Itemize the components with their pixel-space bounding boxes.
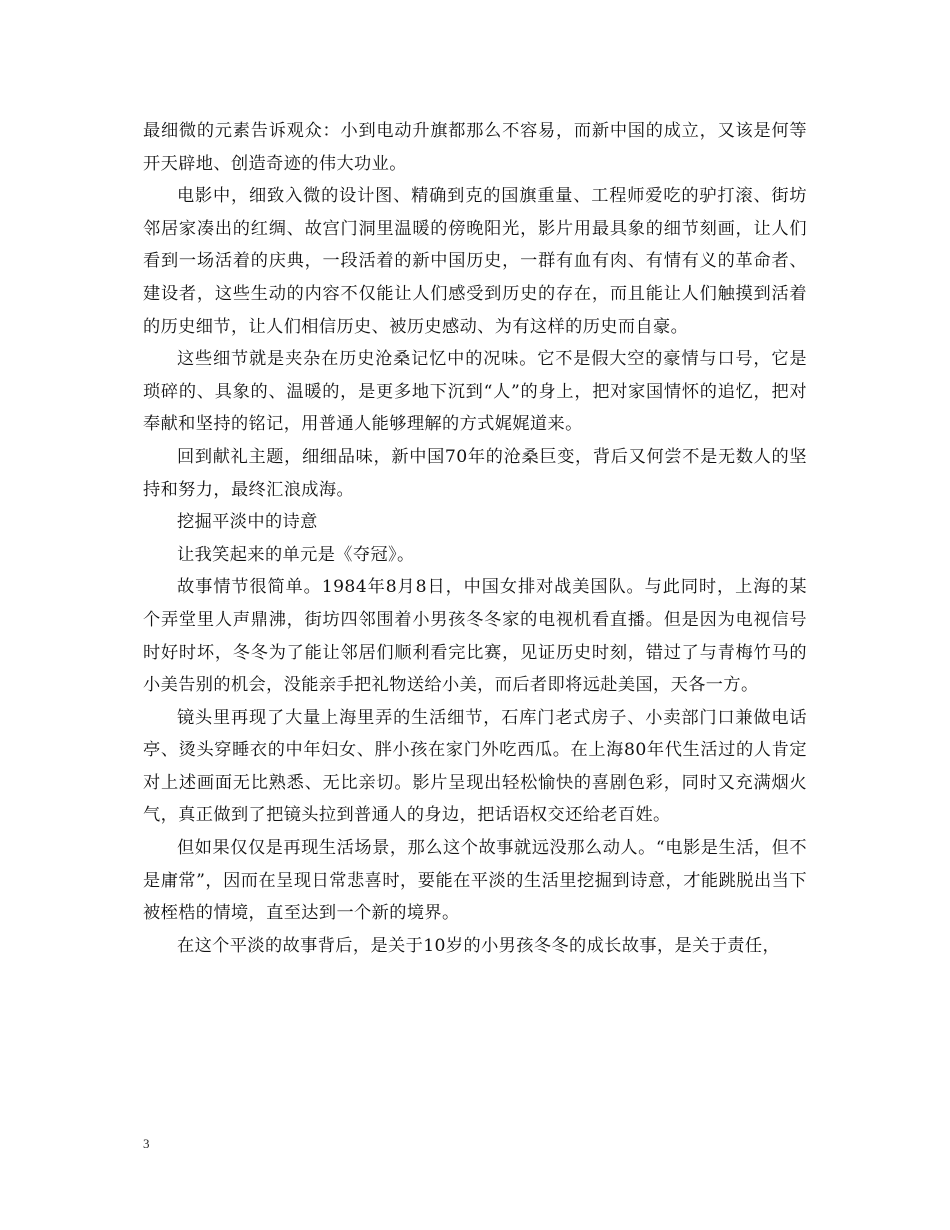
paragraph: 镜头里再现了大量上海里弄的生活细节，石库门老式房子、小卖部门口兼做电话亭、烫头穿睡衣的中年妇女、胖小孩在家门外吃西瓜。在上海80年代生活过的人肯定对上述画面无比熟悉、无比亲切。影片呈现出轻松愉快的喜剧色彩，同时又充满烟火气，真正做到了把镜头拉到普通人的身边，把话语权交还给老百姓。 [143,707,807,826]
paragraph: 挖掘平淡中的诗意 [177,512,318,533]
paragraph: 但如果仅仅是再现生活场景，那么这个故事就远没那么动人。“电影是生活，但不是庸常”，因而在呈现日常悲喜时，要能在平淡的生活里挖掘到诗意，才能跳脱出当下被桎梏的情境，直至达到一个新的境界。 [143,838,807,924]
paragraph: 最细微的元素告诉观众：小到电动升旗都那么不容易，而新中国的成立，又该是何等开天辟地、创造奇迹的伟大功业。 [143,121,807,174]
paragraph: 回到献礼主题，细细品味，新中国70年的沧桑巨变，背后又何尝不是无数人的坚持和努力，最终汇浪成海。 [143,446,807,500]
paragraph: 故事情节很简单。1984年8月8日，中国女排对战美国队。与此同时，上海的某个弄堂里人声鼎沸，街坊四邻围着小男孩冬冬家的电视机看直播。但是因为电视信号时好时坏，冬冬为了能让邻居们顺利看完比赛，见证历史时刻，错过了与青梅竹马的小美告别的机会，没能亲手把礼物送给小美，而后者即将远赴美国，天各一方。 [143,577,807,696]
paragraph: 电影中，细致入微的设计图、精确到克的国旗重量、工程师爱吃的驴打滚、街坊邻居家凑出的红绸、故宫门洞里温暖的傍晚阳光，影片用最具象的细节刻画，让人们看到一场活着的庆典，一段活着的新中国历史，一群有血有肉、有情有义的革命者、建设者，这些生动的内容不仅能让人们感受到历史的存在，而且能让人们触摸到活着的历史细节，让人们相信历史、被历史感动、为有这样的历史而自豪。 [143,186,807,337]
paragraph: 在这个平淡的故事背后，是关于10岁的小男孩冬冬的成长故事，是关于责任， [177,935,781,956]
paragraph: 这些细节就是夹杂在历史沧桑记忆中的况味。它不是假大空的豪情与口号，它是琐碎的、具象的、温暖的，是更多地下沉到“人”的身上，把对家国情怀的追忆，把对奉献和坚持的铭记，用普通人能够理解的方式娓娓道来。 [143,349,807,435]
document-body [143,115,807,962]
paragraph: 让我笑起来的单元是《夺冠》。 [177,544,415,565]
page-number: 3 [143,1136,150,1151]
